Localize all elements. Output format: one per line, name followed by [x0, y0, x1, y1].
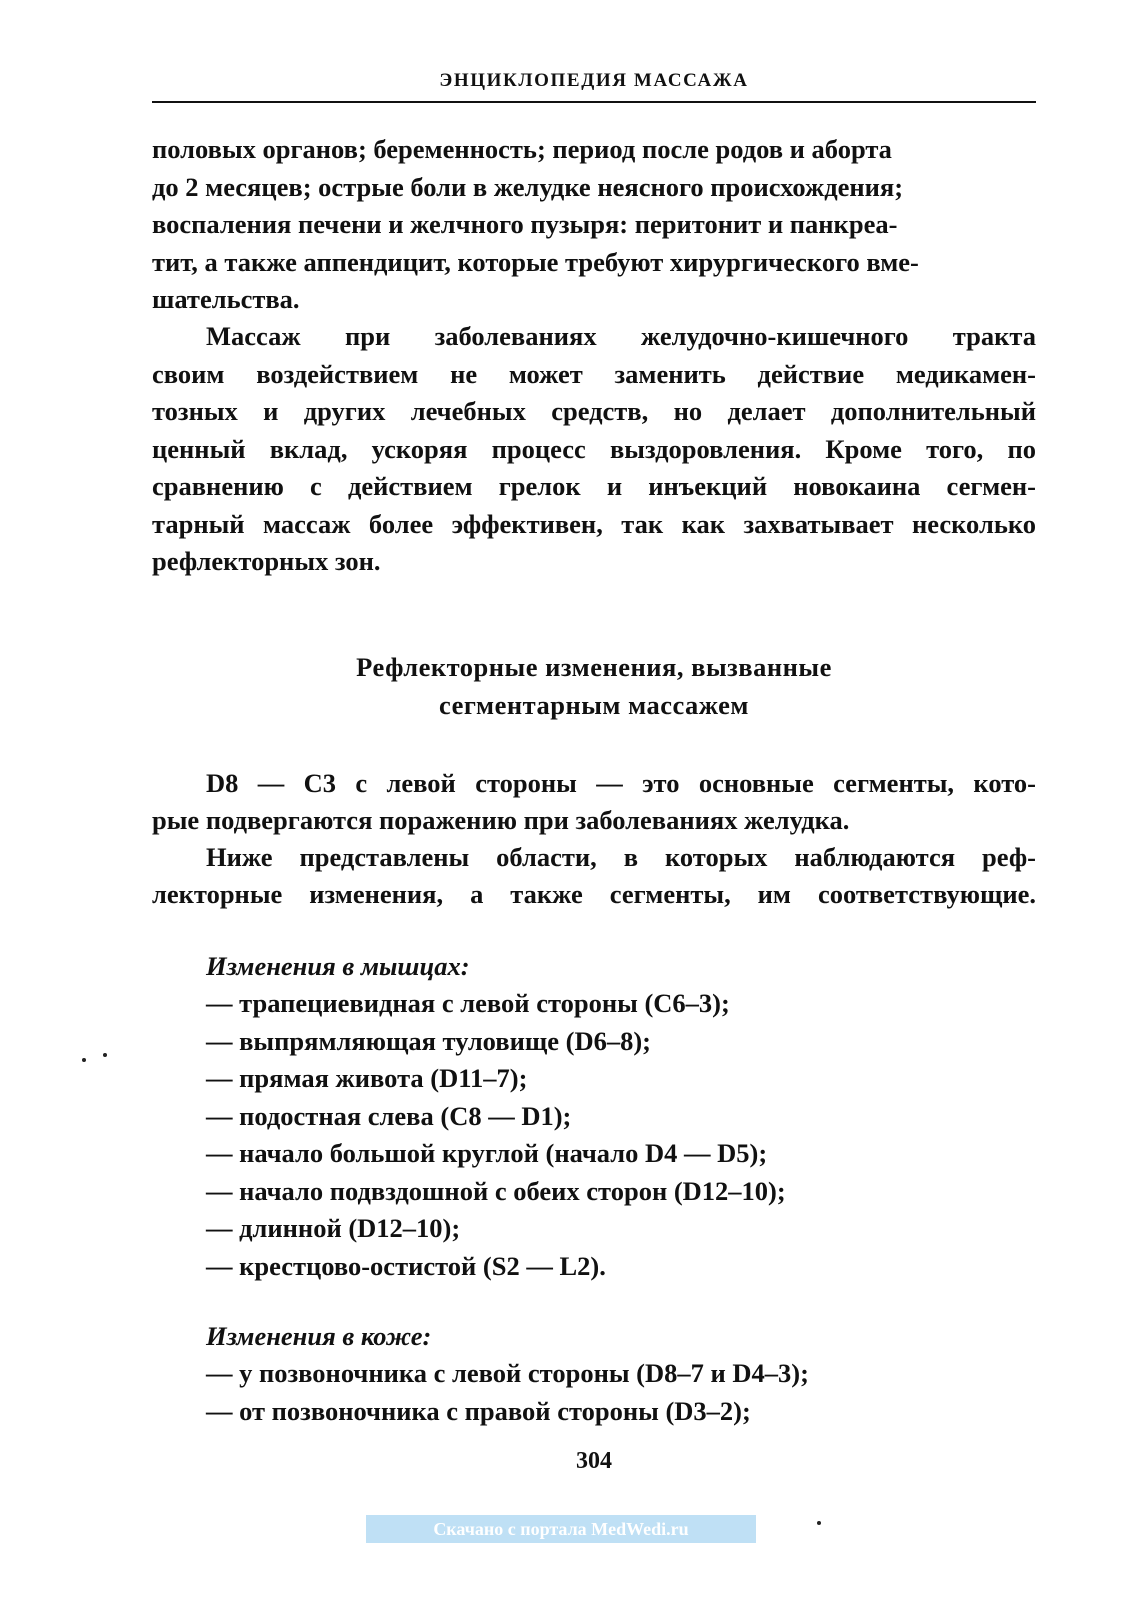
text-line: рефлекторных зон. [152, 546, 381, 576]
page-number: 304 [576, 1448, 612, 1474]
paragraph-massage-effect-end [152, 543, 1036, 581]
text-line: до 2 месяцев; острые боли в желудке неясного происхождения; [152, 171, 904, 202]
watermark-banner: Скачано с портала MedWedi.ru [366, 1515, 756, 1543]
paragraph-segments [152, 765, 1036, 803]
header-rule [152, 101, 1036, 103]
list-item: — у позвоночника с левой стороны (D8–7 и D4–3); [206, 1358, 809, 1388]
scan-speck [82, 1058, 86, 1062]
text-line: D8 — C3 с левой стороны — это основные сегменты, кото- [206, 768, 1036, 798]
scan-speck [103, 1053, 107, 1057]
text-line: тит, а также аппендицит, которые требуют хирургического вме- [152, 246, 919, 277]
text-line: Массаж при заболеваниях желудочно-кишечного тракта [206, 321, 1036, 351]
text-line: своим воздействием не может заменить действие медикамен- [152, 358, 1036, 389]
list-item: — от позвоночника с правой стороны (D3–2); [206, 1395, 751, 1426]
paragraph-segments-end [152, 802, 1036, 840]
muscle-changes-title: Изменения в мышцах: [206, 951, 470, 981]
muscle-changes-list [206, 985, 786, 1285]
text-line: воспаления печени и желчного пузыря: перитонит и панкреа- [152, 209, 898, 239]
scan-speck [817, 1521, 821, 1525]
skin-changes-list [206, 1355, 809, 1430]
text-line: половых органов; беременность; период после родов и аборта [152, 134, 892, 164]
list-item: — начало подвздошной с обеих сторон (D12–10); [206, 1175, 786, 1206]
list-item: — выпрямляющая туловище (D6–8); [206, 1025, 651, 1056]
paragraph-massage-effect [152, 318, 1036, 543]
text-line: лекторные изменения, а также сегменты, им соответствующие. [152, 879, 1036, 909]
text-line: шательства. [152, 284, 300, 314]
list-item: — трапециевидная с левой стороны (C6–3); [206, 988, 730, 1018]
paragraph-continued [152, 131, 1036, 319]
text-line: ценный вклад, ускоряя процесс выздоровления. Кроме того, по [152, 433, 1036, 464]
section-heading [152, 648, 1036, 724]
list-item: — прямая живота (D11–7); [206, 1063, 528, 1093]
list-item: — крестцово-остистой (S2 — L2). [206, 1250, 606, 1281]
text-line: сравнению с действием грелок и инъекций новокаина сегмен- [152, 471, 1036, 501]
list-item: — начало большой круглой (начало D4 — D5); [206, 1138, 768, 1168]
section-heading-line: Рефлекторные изменения, вызванные [356, 652, 832, 682]
paragraph-areas-end [152, 876, 1036, 914]
skin-changes-title: Изменения в коже: [206, 1321, 432, 1351]
text-line: Ниже представлены области, в которых наблюдаются реф- [206, 842, 1036, 872]
paragraph-areas [152, 839, 1036, 877]
section-heading-line: сегментарным массажем [439, 690, 749, 720]
text-line: тарный массаж более эффективен, так как захватывает несколько [152, 508, 1036, 539]
list-item: — длинной (D12–10); [206, 1213, 461, 1243]
list-item: — подостная слева (C8 — D1); [206, 1100, 572, 1131]
text-line: рые подвергаются поражению при заболеваниях желудка. [152, 805, 850, 835]
running-head: ЭНЦИКЛОПЕДИЯ МАССАЖА [439, 70, 749, 91]
text-line: тозных и других лечебных средств, но делает дополнительный [152, 396, 1036, 426]
